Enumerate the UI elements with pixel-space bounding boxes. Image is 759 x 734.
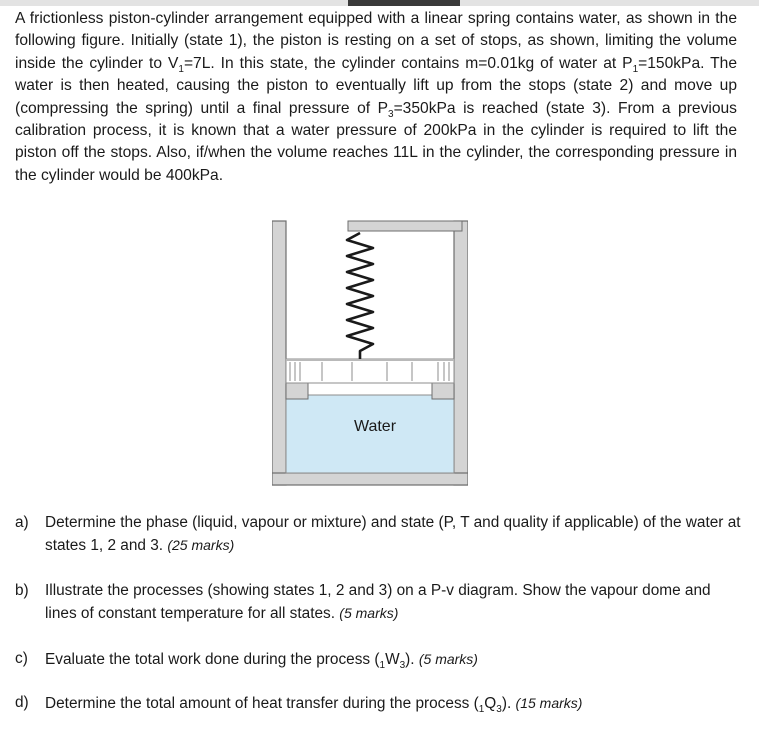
question-b-marks: (5 marks) <box>339 605 399 622</box>
question-b-letter: b) <box>15 582 29 599</box>
question-d-letter: d) <box>15 694 29 711</box>
question-a-body: Determine the phase (liquid, vapour or mixture) and state (P, T and quality if applicable) of the water at states 1, 2 and 3. (25 marks) <box>45 514 741 555</box>
problem-statement: A frictionless piston-cylinder arrangement equipped with a linear spring contains water, as shown in the following figure. Initially (state 1), the piston is resting on a set of stops, as shown, limiting the volume inside the cylinder to $V_1=7L$. In this state, the cylinder contains m=0.01kg of water at $P_1=150kPa$. The water is then heated, causing the piston to eventually lift up from the stops (state 2) and move up (compressing the spring) until a final pressure of $P_3=350kPa$ is reached (state 3). From a previous calibration process, it is known that a water pressure of 200kPa in the cylinder is required to lift the piston off the stops. Also, if/when the volume reaches 11L in the cylinder, the corresponding pressure in the cylinder would be 400kPa. <box>15 10 737 184</box>
right-stop <box>432 383 454 399</box>
question-c-body: Evaluate the total work done during the process $(_1W_3)$. (5 marks) <box>45 651 478 672</box>
cylinder-left-wall <box>272 221 286 485</box>
question-d-marks: (15 marks) <box>515 695 583 711</box>
cylinder-right-wall <box>454 221 468 485</box>
top-bar-dark-segment <box>348 0 460 6</box>
question-c-letter: c) <box>15 650 28 667</box>
question-d-body: Determine the total amount of heat transfer during the process $(_1Q_3)$. (15 marks) <box>45 695 583 716</box>
left-stop <box>286 383 308 399</box>
question-b-body: Illustrate the processes (showing states 1, 2 and 3) on a P-v diagram. Show the vapour dome and lines of constant temperature for all states. (5 marks) <box>45 582 711 623</box>
question-c-marks: (5 marks) <box>418 651 478 667</box>
question-a-marks: (25 marks) <box>167 537 235 554</box>
piston <box>286 359 454 383</box>
spring-top-plate <box>348 221 462 231</box>
question-a-letter: a) <box>15 514 29 531</box>
top-bar <box>0 0 759 6</box>
cylinder-bottom <box>272 473 468 485</box>
linear-spring <box>347 233 373 359</box>
piston-cylinder-figure <box>272 219 468 487</box>
water-label: Water <box>353 418 397 435</box>
